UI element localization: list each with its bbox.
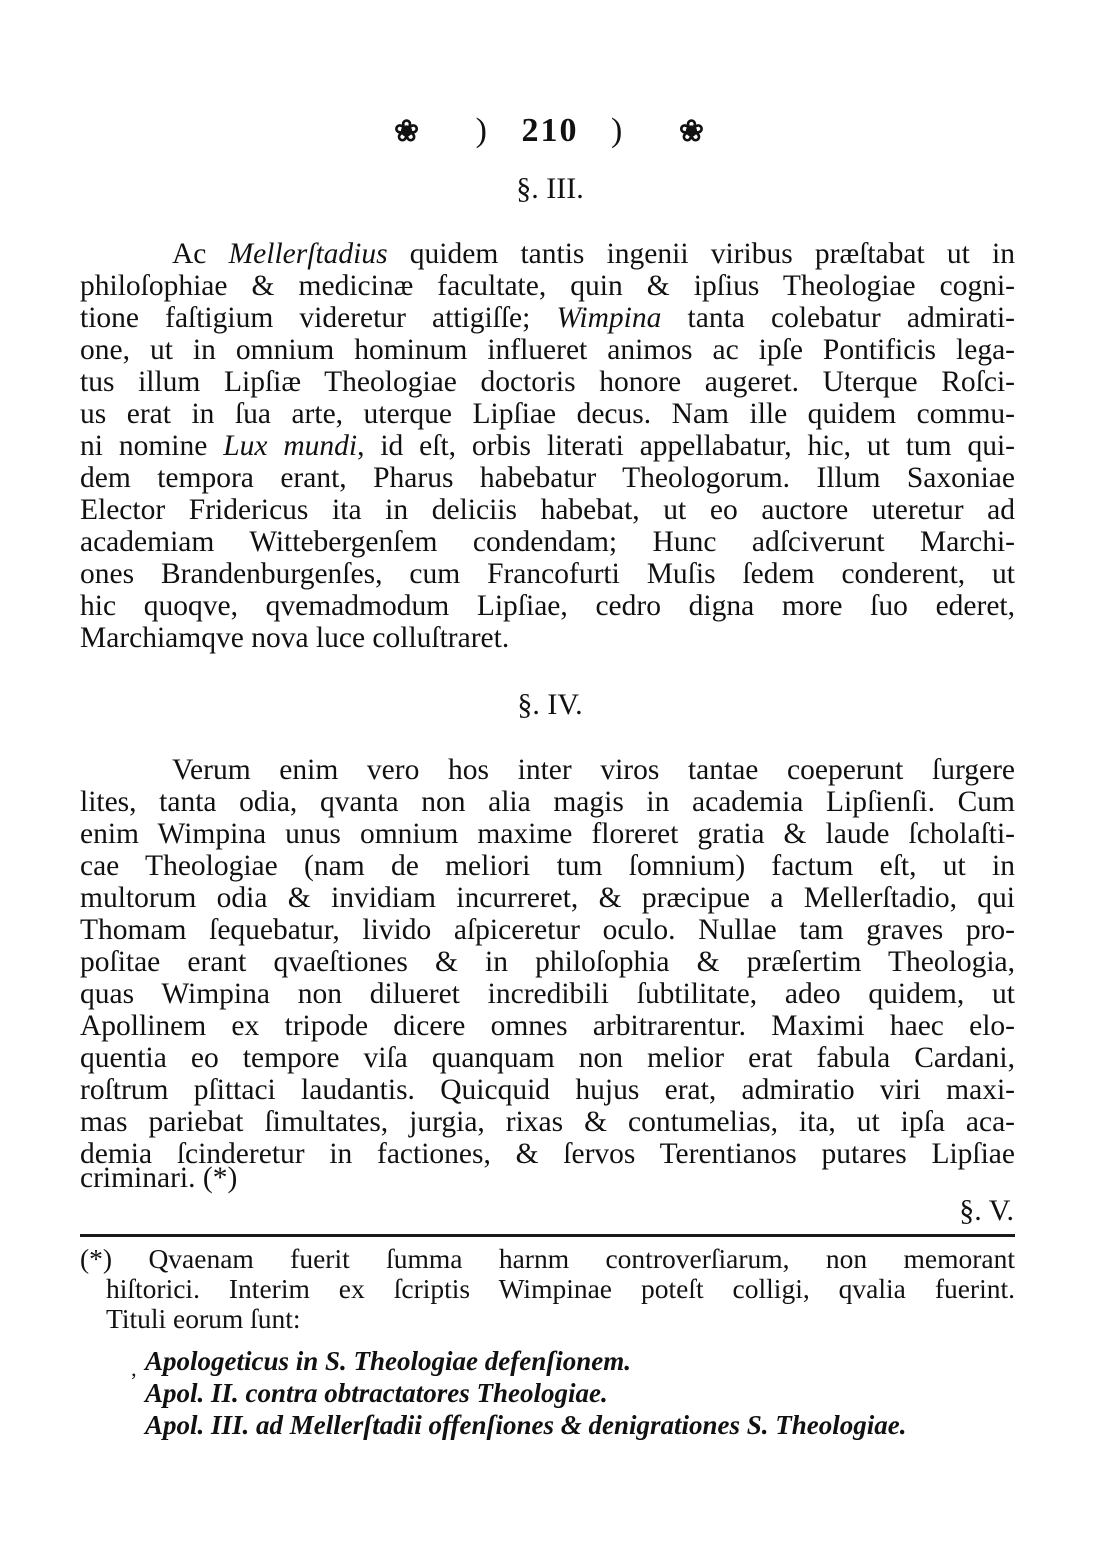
footnote-line: hiſtorici. Interim ex ſcriptis Wimpinae poteſt colligi, qvalia fuerint.	[106, 1273, 1015, 1304]
text-line: cae Theologiae (nam de meliori tum ſomnium) factum eſt, ut in	[80, 850, 1015, 882]
text-line	[172, 238, 1015, 270]
name-wimpina: Wimpina	[556, 302, 662, 334]
stray-mark: ‚	[130, 1356, 138, 1381]
text-line: Verum enim vero hos inter viros tantae coeperunt ſurgere	[172, 754, 1015, 786]
work-title: Apologeticus in S. Theologiae defenſionem.	[145, 1346, 631, 1376]
text-line: us erat in ſua arte, uterque Lipſiae decus. Nam ille quidem commu-	[80, 398, 1015, 430]
text-run: quidem tantis ingenii viribus præſtabat ut in	[387, 238, 1015, 270]
page-number: 210	[521, 112, 579, 149]
text-run: tione faſtigium videretur attigiſſe;	[80, 302, 557, 334]
text-line: ones Brandenburgenſes, cum Francofurti Muſis ſedem conderent, ut	[80, 558, 1015, 590]
text-line: quentia eo tempore viſa quanquam non melior erat fabula Cardani,	[80, 1042, 1015, 1074]
footnote-line: Tituli eorum ſunt:	[106, 1303, 301, 1334]
section-heading-iii: §. III.	[516, 172, 584, 205]
text-line: quas Wimpina non dilueret incredibili ſubtilitate, adeo quidem, ut	[80, 978, 1015, 1010]
text-line: poſitae erant qvaeſtiones & in philoſophia & præſertim Theologia,	[80, 946, 1015, 978]
text-line: academiam Wittebergenſem condendam; Hunc adſciverunt Marchi-	[80, 526, 1015, 558]
ornament-left-icon: ❀	[394, 115, 422, 148]
catchword: §. V.	[959, 1194, 1014, 1227]
text-run: Ac	[172, 238, 229, 270]
text-line: multorum odia & invidiam incurreret, & præcipue a Mellerſtadio, qui	[80, 882, 1015, 914]
text-run: , id eſt, orbis literati appellabatur, hic, ut tum qui-	[357, 430, 1015, 462]
text-line: criminari. (*)	[80, 1162, 238, 1194]
text-line: Elector Fridericus ita in deliciis habebat, ut eo auctore uteretur ad	[80, 494, 1015, 526]
text-line: one, ut in omnium hominum influeret animos ac ipſe Pontificis lega-	[80, 334, 1015, 366]
text-line: demia ſcinderetur in factiones, & ſervos Terentianos putares Lipſiae	[80, 1138, 1015, 1170]
text-line: lites, tanta odia, qvanta non alia magis in academia Lipſienſi. Cum	[80, 786, 1015, 818]
text-line: tus illum Lipſiæ Theologiae doctoris honore augeret. Uterque Roſci-	[80, 366, 1015, 398]
header-paren-left: )	[475, 112, 489, 149]
text-line: enim Wimpina unus omnium maxime floreret gratia & laude ſcholaſti-	[80, 818, 1015, 850]
text-line	[80, 430, 1015, 462]
text-line: dem tempora erant, Pharus habebatur Theologorum. Illum Saxoniae	[80, 462, 1015, 494]
phrase-lux-mundi: Lux mundi	[223, 430, 358, 462]
text-line: philoſophiae & medicinæ facultate, quin & ipſius Theologiae cogni-	[80, 270, 1015, 302]
footnote-line: (*) Qvaenam fuerit ſumma harnm controverſiarum, non memorant	[80, 1243, 1015, 1274]
text-line: hic quoqve, qvemadmodum Lipſiae, cedro digna more ſuo ederet,	[80, 590, 1015, 622]
ornament-right-icon: ❀	[678, 115, 706, 148]
running-header	[0, 112, 1100, 150]
work-title: Apol. II. contra obtractatores Theologiae.	[145, 1378, 608, 1408]
text-line	[80, 302, 1015, 334]
footnote-rule	[80, 1234, 1015, 1237]
name-mellerstadius: Mellerſtadius	[228, 238, 388, 270]
work-title: Apol. III. ad Mellerſtadii offenſiones & denigrationes S. Theologiae.	[145, 1410, 907, 1440]
text-run: ni nomine	[80, 430, 224, 462]
text-line: Thomam ſequebatur, livido aſpiceretur oculo. Nullae tam graves pro-	[80, 914, 1015, 946]
text-line: roſtrum pſittaci laudantis. Quicquid hujus erat, admiratio viri maxi-	[80, 1074, 1015, 1106]
section-heading-iv: §. IV.	[517, 688, 583, 721]
text-line: Apollinem ex tripode dicere omnes arbitrarentur. Maximi haec elo-	[80, 1010, 1015, 1042]
header-paren-right: )	[611, 112, 625, 149]
text-line: Marchiamqve nova luce colluſtraret.	[80, 622, 510, 654]
text-run: tanta colebatur admirati-	[661, 302, 1015, 334]
text-line: mas pariebat ſimultates, jurgia, rixas & contumelias, ita, ut ipſa aca-	[80, 1106, 1015, 1138]
